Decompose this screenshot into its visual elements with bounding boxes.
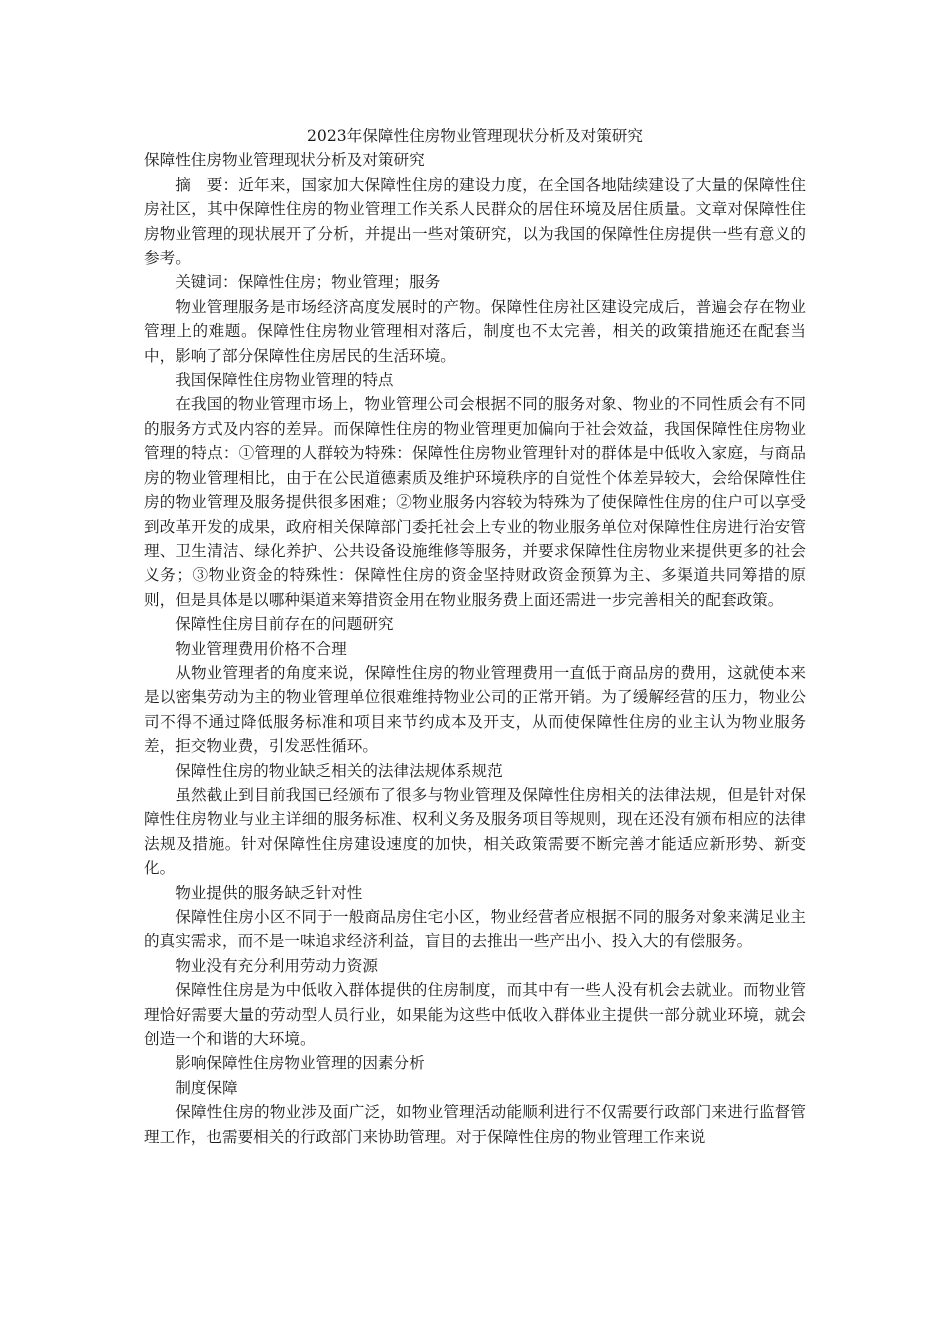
intro-paragraph: 物业管理服务是市场经济高度发展时的产物。保障性住房社区建设完成后，普遍会存在物业管理上的难题。保障性住房物业管理相对落后，制度也不太完善，相关的政策措施还在配套当中，影响了部分保障性住房居民的生活环境。 <box>144 297 806 365</box>
subheading-fee: 物业管理费用价格不合理 <box>175 639 347 658</box>
system-paragraph: 保障性住房的物业涉及面广泛，如物业管理活动能顺利进行不仅需要行政部门来进行监督管理工作，也需要相关的行政部门来协助管理。对于保障性住房的物业管理工作来说 <box>144 1103 806 1146</box>
fee-paragraph: 从物业管理者的角度来说，保障性住房的物业管理费用一直低于商品房的费用，这就使本来是以密集劳动为主的物业管理单位很难维持物业公司的正常开销。为了缓解经营的压力，物业公司不得不通过降低服务标准和项目来节约成本及开支，从而使保障性住房的业主认为物业服务差，拒交物业费，引发恶性循环。 <box>144 663 806 756</box>
document-title: 2023年保障性住房物业管理现状分析及对策研究 <box>307 127 643 145</box>
characteristics-paragraph: 在我国的物业管理市场上，物业管理公司会根据不同的服务对象、物业的不同性质会有不同的服务方式及内容的差异。而保障性住房的物业管理更加偏向于社会效益，我国保障性住房物业管理的特点：①管理的人群较为特殊：保障性住房物业管理针对的群体是中低收入家庭，与商品房的物业管理相比，由于在公民道德素质及维护环境秩序的自觉性个体差异较大，会给保障性住房的物业管理及服务提供很多困难；②物业服务内容较为特殊为了使保障性住房的住户可以享受到改革开发的成果，政府相关保障部门委托社会上专业的物业服务单位对保障性住房进行治安管理、卫生清洁、绿化养护、公共设备设施维修等服务，并要求保障性住房物业来提供更多的社会义务；③物业资金的特殊性：保障性住房的资金坚持财政资金预算为主、多渠道共同筹措的原则，但是具体是以哪种渠道来筹措资金用在物业服务费上面还需进一步完善相关的配套政策。 <box>144 395 806 609</box>
section-heading-problems: 保障性住房目前存在的问题研究 <box>175 615 394 634</box>
section-heading-characteristics: 我国保障性住房物业管理的特点 <box>175 371 394 390</box>
labor-paragraph: 保障性住房是为中低收入群体提供的住房制度，而其中有一些人没有机会去就业。而物业管理恰好需要大量的劳动型人员行业，如果能为这些中低收入群体业主提供一部分就业环境，就会创造一个和谐的大环境。 <box>144 981 806 1049</box>
service-paragraph: 保障性住房小区不同于一般商品房住宅小区，物业经营者应根据不同的服务对象来满足业主的真实需求，而不是一味追求经济利益，盲目的去推出一些产出小、投入大的有偿服务。 <box>144 908 806 951</box>
section-heading-factors: 影响保障性住房物业管理的因素分析 <box>175 1054 425 1073</box>
subheading-service: 物业提供的服务缺乏针对性 <box>175 883 363 902</box>
document-subtitle: 保障性住房物业管理现状分析及对策研究 <box>144 151 425 170</box>
law-paragraph: 虽然截止到目前我国已经颁布了很多与物业管理及保障性住房相关的法律法规，但是针对保障性住房物业与业主详细的服务标准、权利义务及服务项目等规则，现在还没有颁布相应的法律法规及措施。针对保障性住房建设速度的加快，相关政策需要不断完善才能适应新形势、新变化。 <box>144 785 806 878</box>
subheading-law: 保障性住房的物业缺乏相关的法律法规体系规范 <box>175 761 503 780</box>
subheading-labor: 物业没有充分利用劳动力资源 <box>175 956 378 975</box>
subheading-system: 制度保障 <box>175 1078 238 1097</box>
document-page <box>144 124 806 1149</box>
keywords-line: 关键词：保障性住房；物业管理；服务 <box>175 273 441 292</box>
abstract-paragraph: 摘 要：近年来，国家加大保障性住房的建设力度，在全国各地陆续建设了大量的保障性住房社区，其中保障性住房的物业管理工作关系人民群众的居住环境及居住质量。文章对保障性住房物业管理的现状展开了分析，并提出一些对策研究，以为我国的保障性住房提供一些有意义的参考。 <box>144 175 806 268</box>
